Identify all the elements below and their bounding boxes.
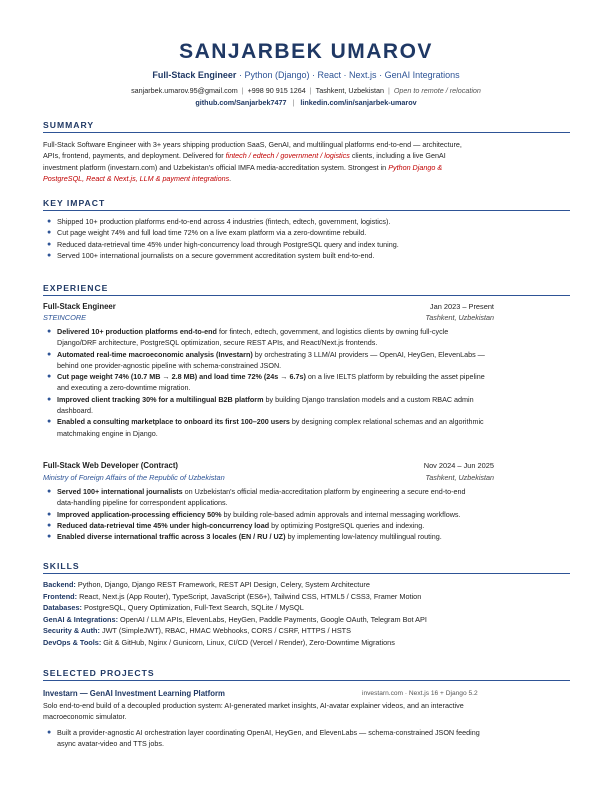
list-item: ● Enabled diverse international traffic across 3 locales (EN / RU / UZ) by implementing low-latency multilingual routing. [47,532,442,542]
skill-row: Databases: PostgreSQL, Query Optimization, Full-Text Search, SQLite / MySQL [43,603,304,613]
bullet-icon: ● [47,350,52,358]
section-divider [43,132,570,133]
headline: Full-Stack Engineer · Python (Django) · React · Next.js · GenAI Integrations [152,70,460,80]
summary-heading: SUMMARY [43,120,95,130]
list-item: ● Served 100+ international journalists on a secure government accreditation system built end-to-end. [47,250,375,260]
candidate-name: SANJARBEK UMAROV [179,40,433,63]
skill-row: Frontend: React, Next.js (App Router), TypeScript, JavaScript (ES6+), Tailwind CSS, HTML5 / CSS3, Framer Motion [43,591,422,601]
skill-row: GenAI & Integrations: OpenAI / LLM APIs, ElevenLabs, HeyGen, Paddle Payments, Google OAuth, Telegram Bot API [43,614,427,624]
list-item: ● Delivered 10+ production platforms end-to-end for fintech, edtech, government, and logistics clients by owning full-cycle Django/DRF architecture, PostgreSQL optimization, secure REST APIs, and React/Next.js frontends. [47,327,449,348]
bullet-icon: ● [47,729,52,736]
tagline-item: React [317,70,342,80]
list-item: ● Served 100+ international journalists on Uzbekistan's official media-accreditation platform by engineering a secure end-to-end data-handling pipeline for correspondent applications. [47,487,466,508]
bullet-icon: ● [47,395,52,403]
phone-number: +998 90 915 1264 [247,86,306,95]
bullet-icon: ● [47,418,52,426]
job-bullets [43,486,563,542]
github-link[interactable]: github.com/Sanjarbek7477 [195,98,287,107]
tagline-item: Python (Django) [244,70,310,80]
section-divider [43,573,570,574]
skills-heading: SKILLS [43,561,80,571]
remote-note: Open to remote / relocation [393,86,481,95]
bullet-icon: ● [47,229,52,237]
bullet-icon: ● [47,251,52,259]
bullet-icon: ● [47,328,52,335]
job-dates: Jan 2023 – Present [429,302,494,311]
key-impact-list [43,216,563,261]
section-divider [43,295,570,296]
project-title: Investarn — GenAI Investment Learning Platform [43,689,225,698]
list-item: ● Shipped 10+ production platforms end-to-end across 4 industries (fintech, edtech, government, logistics). [47,217,391,226]
project-bullets [43,727,563,750]
bullet-icon: ● [47,240,52,248]
job-location: Tashkent, Uzbekistan [425,473,494,482]
bullet-icon: ● [47,533,52,541]
skill-row: Security & Auth: JWT (SimpleJWT), RBAC, HMAC Webhooks, CORS / CSRF, HTTPS / HSTS [43,626,352,636]
key-impact-heading: KEY IMPACT [43,198,106,208]
section-divider [43,210,570,211]
project-description: Solo end-to-end build of a decoupled production system: AI-generated market insights, AI-avatar explainer videos, and an interactive macroeconomic simulator. [43,701,464,722]
list-item: ● Cut page weight 74% (10.7 MB → 2.8 MB) and load time 72% (24s → 6.7s) on a live IELTS platform by rebuilding the asset pipeline and executing a zero-downtime migration. [47,372,485,393]
projects-heading: SELECTED PROJECTS [43,668,155,678]
job-dates: Nov 2024 – Jun 2025 [423,461,494,470]
bullet-icon: ● [47,218,52,225]
bullet-icon: ● [47,510,52,518]
bullet-icon: ● [47,521,52,529]
bullet-icon: ● [47,488,52,495]
skill-row: Backend: Python, Django, Django REST Framework, REST API Design, Celery, System Architecture [43,580,370,589]
section-divider [43,680,570,681]
linkedin-link[interactable]: linkedin.com/in/sanjarbek-umarov [300,98,417,107]
job-bullets [43,326,563,439]
job-title: Full-Stack Web Developer (Contract) [43,461,179,470]
tagline-item: GenAI Integrations [384,70,460,80]
list-item: ● Improved application-processing efficiency 50% by building role-based admin approvals and internal messaging workflows. [47,509,461,519]
email-link[interactable]: sanjarbek.umarov.95@gmail.com [131,86,238,95]
tagline-item: Next.js [349,70,377,80]
list-item: ● Enabled a consulting marketplace to onboard its first 100–200 users by designing complex relational schemas and an algorithmic matchmaking engine in Django. [47,417,484,438]
list-item: ● Built a provider-agnostic AI orchestration layer coordinating OpenAI, HeyGen, and ElevenLabs — schema-constrained JSON feeding async avatar-video and TTS jobs. [47,728,480,749]
list-item: ● Cut page weight 74% and full load time 72% on a live exam platform via a zero-downtime rebuild. [47,228,367,238]
contact-line: sanjarbek.umarov.95@gmail.com | +998 90 915 1264 | Tashkent, Uzbekistan | Open to remote / relocation [131,86,481,95]
skill-row: DevOps & Tools: Git & GitHub, Nginx / Gunicorn, Linux, CI/CD (Vercel / Render), Zero-Downtime Migrations [43,637,395,647]
list-item: ● Reduced data-retrieval time 45% under high-concurrency load by optimizing PostgreSQL queries and indexing. [47,520,425,530]
job-title: Full-Stack Engineer [43,302,116,311]
location: Tashkent, Uzbekistan [315,86,384,95]
job-company: Ministry of Foreign Affairs of the Republic of Uzbekistan [43,473,225,482]
role-title: Full-Stack Engineer [152,70,237,80]
profile-links: github.com/Sanjarbek7477 | linkedin.com/in/sanjarbek-umarov [195,98,417,107]
job-location: Tashkent, Uzbekistan [425,313,494,322]
experience-heading: EXPERIENCE [43,283,109,293]
job-company: STEINCORE [43,313,87,322]
project-meta: investarn.com · Next.js 16 + Django 5.2 [362,690,478,697]
list-item: ● Improved client tracking 30% for a multilingual B2B platform by building Django translation models and a custom RBAC admin dashboard. [47,394,474,416]
list-item: ● Automated real-time macroeconomic analysis (Investarn) by orchestrating 3 LLM/AI providers — OpenAI, HeyGen, ElevenLabs — behind one provider-agnostic pipeline with schema-constrained JSON. [47,349,485,370]
bullet-icon: ● [47,373,52,381]
list-item: ● Reduced data-retrieval time 45% under high-concurrency load through PostgreSQL query and index tuning. [47,239,399,249]
summary-text: Full-Stack Software Engineer with 3+ years shipping production SaaS, GenAI, and multilingual platforms end-to-end — architecture, APIs, frontend, payments, and deployment. Delivered for fintech / edtech / government / logistics clients, including a live GenAI investment platform (investarn.com) and Uzbekistan's official IMFA media-accreditation system. Strongest in Python Django & PostgreSQL, React & Next.js, LLM & payment integrations. [43,140,462,183]
skills-list [43,579,570,649]
